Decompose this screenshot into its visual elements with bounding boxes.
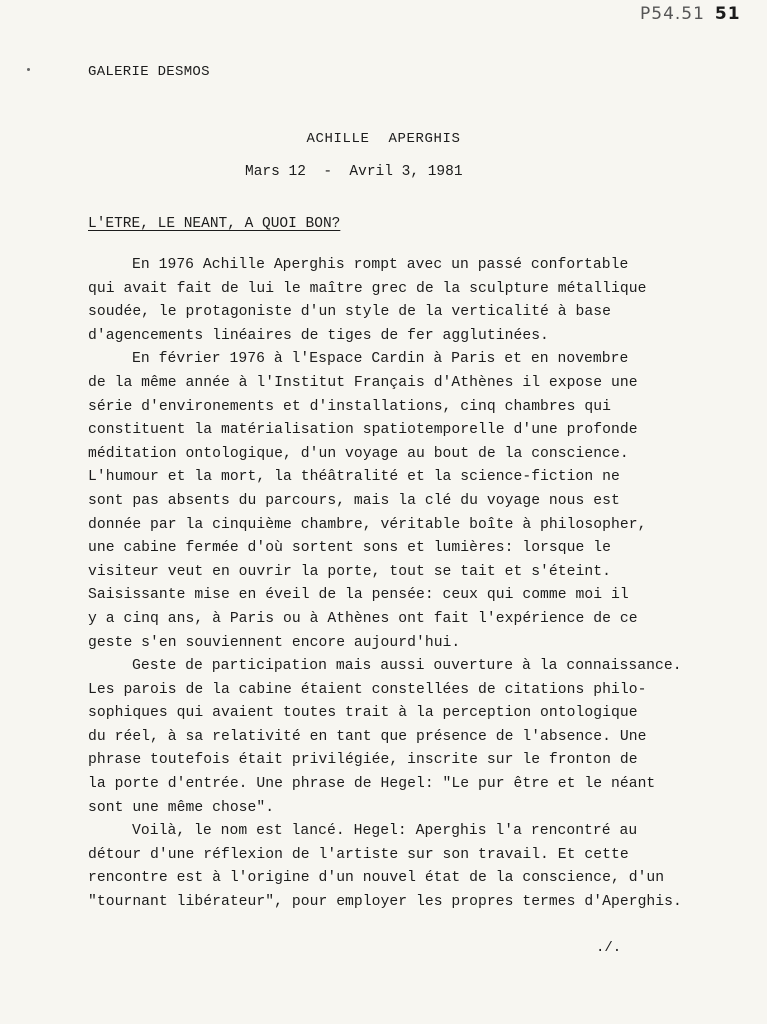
text-line: sont pas absents du parcours, mais la clé du voyage nous est bbox=[88, 492, 620, 509]
article-body bbox=[88, 254, 728, 915]
text-line: qui avait fait de lui le maître grec de la sculpture métallique bbox=[88, 280, 647, 297]
text-line: sont une même chose". bbox=[88, 799, 275, 816]
artist-first-name: ACHILLE bbox=[306, 131, 370, 147]
text-line: une cabine fermée d'où sortent sons et lumières: lorsque le bbox=[88, 540, 611, 557]
text-line: visiteur veut en ouvrir la porte, tout se tait et s'éteint. bbox=[88, 563, 611, 580]
text-line: phrase toutefois était privilégiée, inscrite sur le fronton de bbox=[88, 752, 638, 769]
artist-last-name: APERGHIS bbox=[388, 131, 461, 147]
text-line: de la même année à l'Institut Français d'Athènes il expose une bbox=[88, 374, 638, 391]
text-line: la porte d'entrée. Une phrase de Hegel: "Le pur être et le néant bbox=[88, 776, 656, 793]
text-line: y a cinq ans, à Paris ou à Athènes ont fait l'expérience de ce bbox=[88, 610, 638, 627]
text-line: geste s'en souviennent encore aujourd'hui. bbox=[88, 634, 461, 651]
text-line: Geste de participation mais aussi ouverture à la connaissance. bbox=[132, 658, 682, 675]
text-line: constituent la matérialisation spatiotemporelle d'une profonde bbox=[88, 422, 638, 439]
exhibition-dates: Mars 12 - Avril 3, 1981 bbox=[245, 164, 463, 180]
text-line: Saisissante mise en éveil de la pensée: ceux qui comme moi il bbox=[88, 587, 629, 604]
text-line: sophiques qui avaient toutes trait à la perception ontologique bbox=[88, 705, 638, 722]
text-line: Voilà, le nom est lancé. Hegel: Aperghis l'a rencontré au bbox=[132, 823, 638, 840]
text-line: détour d'une réflexion de l'artiste sur son travail. Et cette bbox=[88, 846, 629, 863]
text-line: Les parois de la cabine étaient constellées de citations philo- bbox=[88, 681, 647, 698]
archive-annotation bbox=[640, 4, 741, 24]
text-line: soudée, le protagoniste d'un style de la verticalité à base bbox=[88, 304, 611, 321]
article-title: L'ETRE, LE NEANT, A QUOI BON? bbox=[88, 216, 341, 232]
continuation-mark: ./. bbox=[596, 940, 622, 956]
text-line: méditation ontologique, d'un voyage au bout de la conscience. bbox=[88, 445, 629, 462]
artist-name bbox=[0, 131, 767, 147]
text-line: En février 1976 à l'Espace Cardin à Paris et en novembre bbox=[132, 351, 629, 368]
archive-reference: P54.51 bbox=[640, 4, 705, 24]
text-line: d'agencements linéaires de tiges de fer agglutinées. bbox=[88, 327, 549, 344]
text-line: "tournant libérateur", pour employer les propres termes d'Aperghis. bbox=[88, 894, 682, 911]
text-line: En 1976 Achille Aperghis rompt avec un passé confortable bbox=[132, 257, 629, 273]
text-line: donnée par la cinquième chambre, véritable boîte à philosopher, bbox=[88, 516, 647, 533]
text-line: rencontre est à l'origine d'un nouvel état de la conscience, d'un bbox=[88, 870, 665, 887]
text-line: du réel, à sa relativité en tant que présence de l'absence. Une bbox=[88, 728, 647, 745]
text-line: L'humour et la mort, la théâtralité et la science-fiction ne bbox=[88, 469, 620, 486]
paper-speck bbox=[27, 68, 30, 71]
gallery-name: GALERIE DESMOS bbox=[88, 64, 210, 80]
text-line: série d'environements et d'installations, cinq chambres qui bbox=[88, 398, 611, 415]
archive-page-number: 51 bbox=[714, 4, 741, 24]
